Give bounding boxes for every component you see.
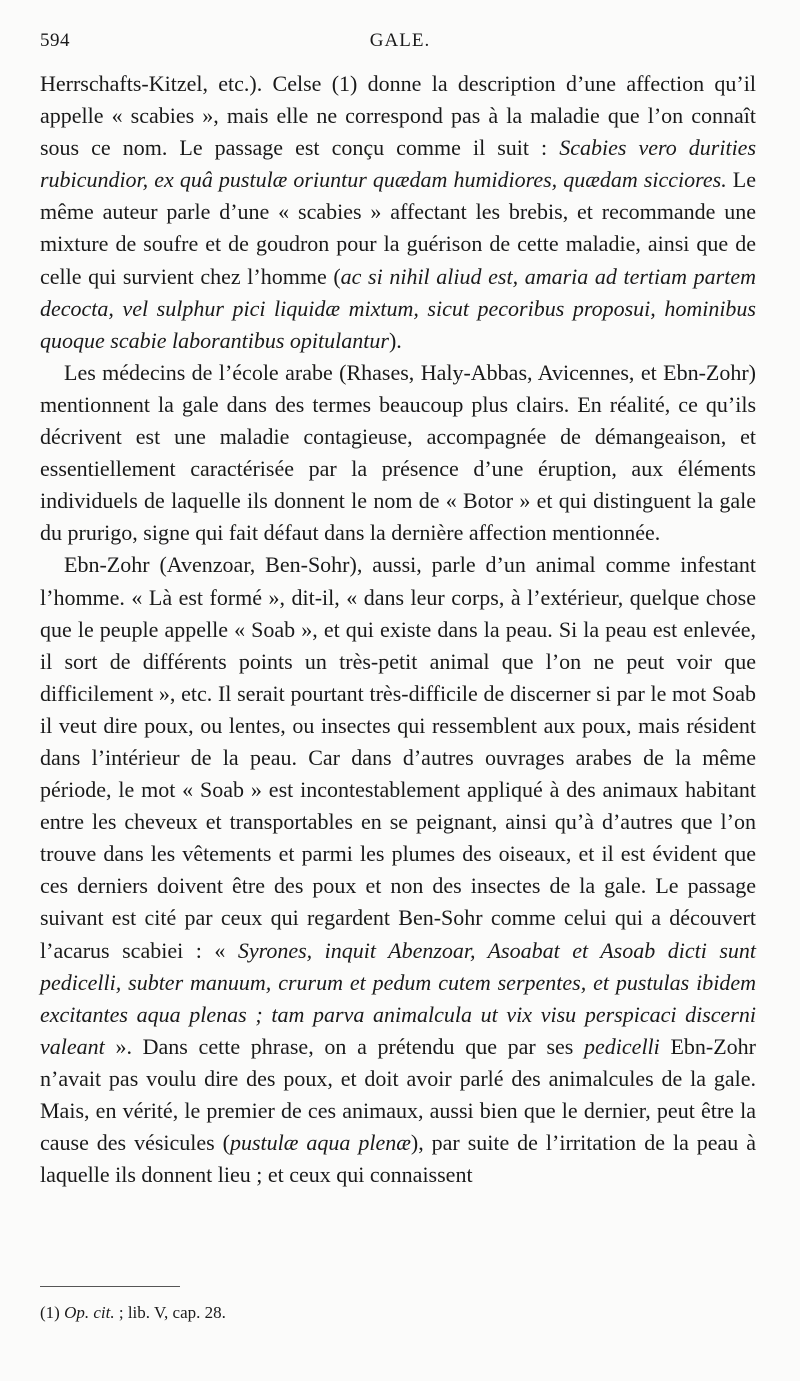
- footnote: [40, 1301, 760, 1325]
- footnote-reference: Op. cit.: [64, 1303, 115, 1322]
- paragraph-3-text-4: ), par suite de l’irritation de la peau à laquelle ils donnent lieu ; et ceux qui connaissent: [40, 1130, 757, 1188]
- paragraph-3: [40, 549, 756, 1191]
- paragraph-1-text-2: Le même auteur parle d’une « scabies » affectant les brebis, et recommande une mixture de soufre et de goudron pour la guérison de cette maladie, ainsi que de celle qui survient chez l’homme (: [40, 167, 756, 289]
- paragraph-2: [40, 357, 756, 550]
- paragraph-3-term-pedicelli: pedicelli: [584, 1033, 660, 1059]
- paragraph-1-latin-quote-1: Scabies vero durities rubicundior, ex quâ pustulæ oriuntur quædam humidiores, quædam sicciores.: [40, 135, 757, 193]
- page-number: 594: [40, 30, 70, 51]
- paragraph-1-text-3: ).: [388, 327, 402, 353]
- paragraph-3-text-3: Ebn-Zohr n’avait pas voulu dire des poux, et doit avoir parlé des animalcules de la gale. Mais, en vérité, le premier de ces animaux, aussi bien que le dernier, peut être la cause des vésicules (: [40, 1033, 757, 1156]
- paragraph-1-text-1: Herrschafts-Kitzel, etc.). Celse (1) donne la description d’une affection qu’il appelle « scabies », mais elle ne correspond pas à la maladie que l’on connaît sous ce nom. Le passage est conçu comme il suit :: [40, 71, 756, 161]
- footnote-marker: (1): [40, 1303, 65, 1322]
- running-head: GALE.: [369, 30, 431, 51]
- paragraph-3-latin-quote: Syrones, inquit Abenzoar, Asoabat et Asoab dicti sunt pedicelli, subter manuum, crurum et pedum cutem serpentes, et pustulas ibidem excitantes aqua plenas ; tam parva animalcula ut vix visu perspicaci discerni valeant: [40, 937, 757, 1059]
- footnote-text: ; lib. V, cap. 28.: [114, 1303, 226, 1322]
- body-text: [40, 68, 756, 1191]
- paragraph-3-term-pustulae: pustulæ aqua plenæ: [229, 1130, 411, 1156]
- paragraph-1: [40, 68, 756, 357]
- paragraph-3-text-1: Ebn-Zohr (Avenzoar, Ben-Sohr), aussi, parle d’un animal comme infestant l’homme. « Là est formé », dit-il, « dans leur corps, à l’extérieur, quelque chose que le peuple appelle « Soab », et qui existe dans la peau. Si la peau est enlevée, il sort de différents points un très-petit animal que l’on ne peut voir que difficilement », etc. Il serait pourtant très-difficile de discerner si par le mot Soab il veut dire poux, ou lentes, ou insectes qui ressemblent aux poux, mais résident dans l’intérieur de la peau. Car dans d’autres ouvrages arabes de la même période, le mot « Soab » est incontestablement appliqué à des animaux habitant entre les cheveux et transportables en se peignant, ainsi qu’à d’autres que l’on trouve dans les vêtements et parmi les plumes des oiseaux, et il est évident que ces derniers doivent être des poux et non des insectes de la gale. Le passage suivant est cité par ceux qui regardent Ben-Sohr comme celui qui a découvert l’acarus scabiei : «: [40, 552, 756, 963]
- paragraph-2-text-1: Les médecins de l’école arabe (Rhases, Haly-Abbas, Avicennes, et Ebn-Zohr) mentionnent la gale dans des termes beaucoup plus clairs. En réalité, ce qu’ils décrivent est une maladie contagieuse, accompagnée de démangeaison, et essentiellement caractérisée par la présence d’une éruption, aux éléments individuels de laquelle ils donnent le nom de « Botor » et qui distinguent la gale du prurigo, signe qui fait défaut dans la dernière affection mentionnée.: [40, 359, 756, 546]
- paragraph-1-latin-quote-2: ac si nihil aliud est, amaria ad tertiam partem decocta, vel sulphur pici liquidæ mixtum, sicut pecoribus proposui, hominibus quoque scabie laborantibus opitulantur: [40, 263, 756, 353]
- paragraph-3-text-2: ». Dans cette phrase, on a prétendu que par ses: [104, 1033, 585, 1059]
- footnote-divider: [40, 1286, 180, 1287]
- page-header: [40, 30, 760, 60]
